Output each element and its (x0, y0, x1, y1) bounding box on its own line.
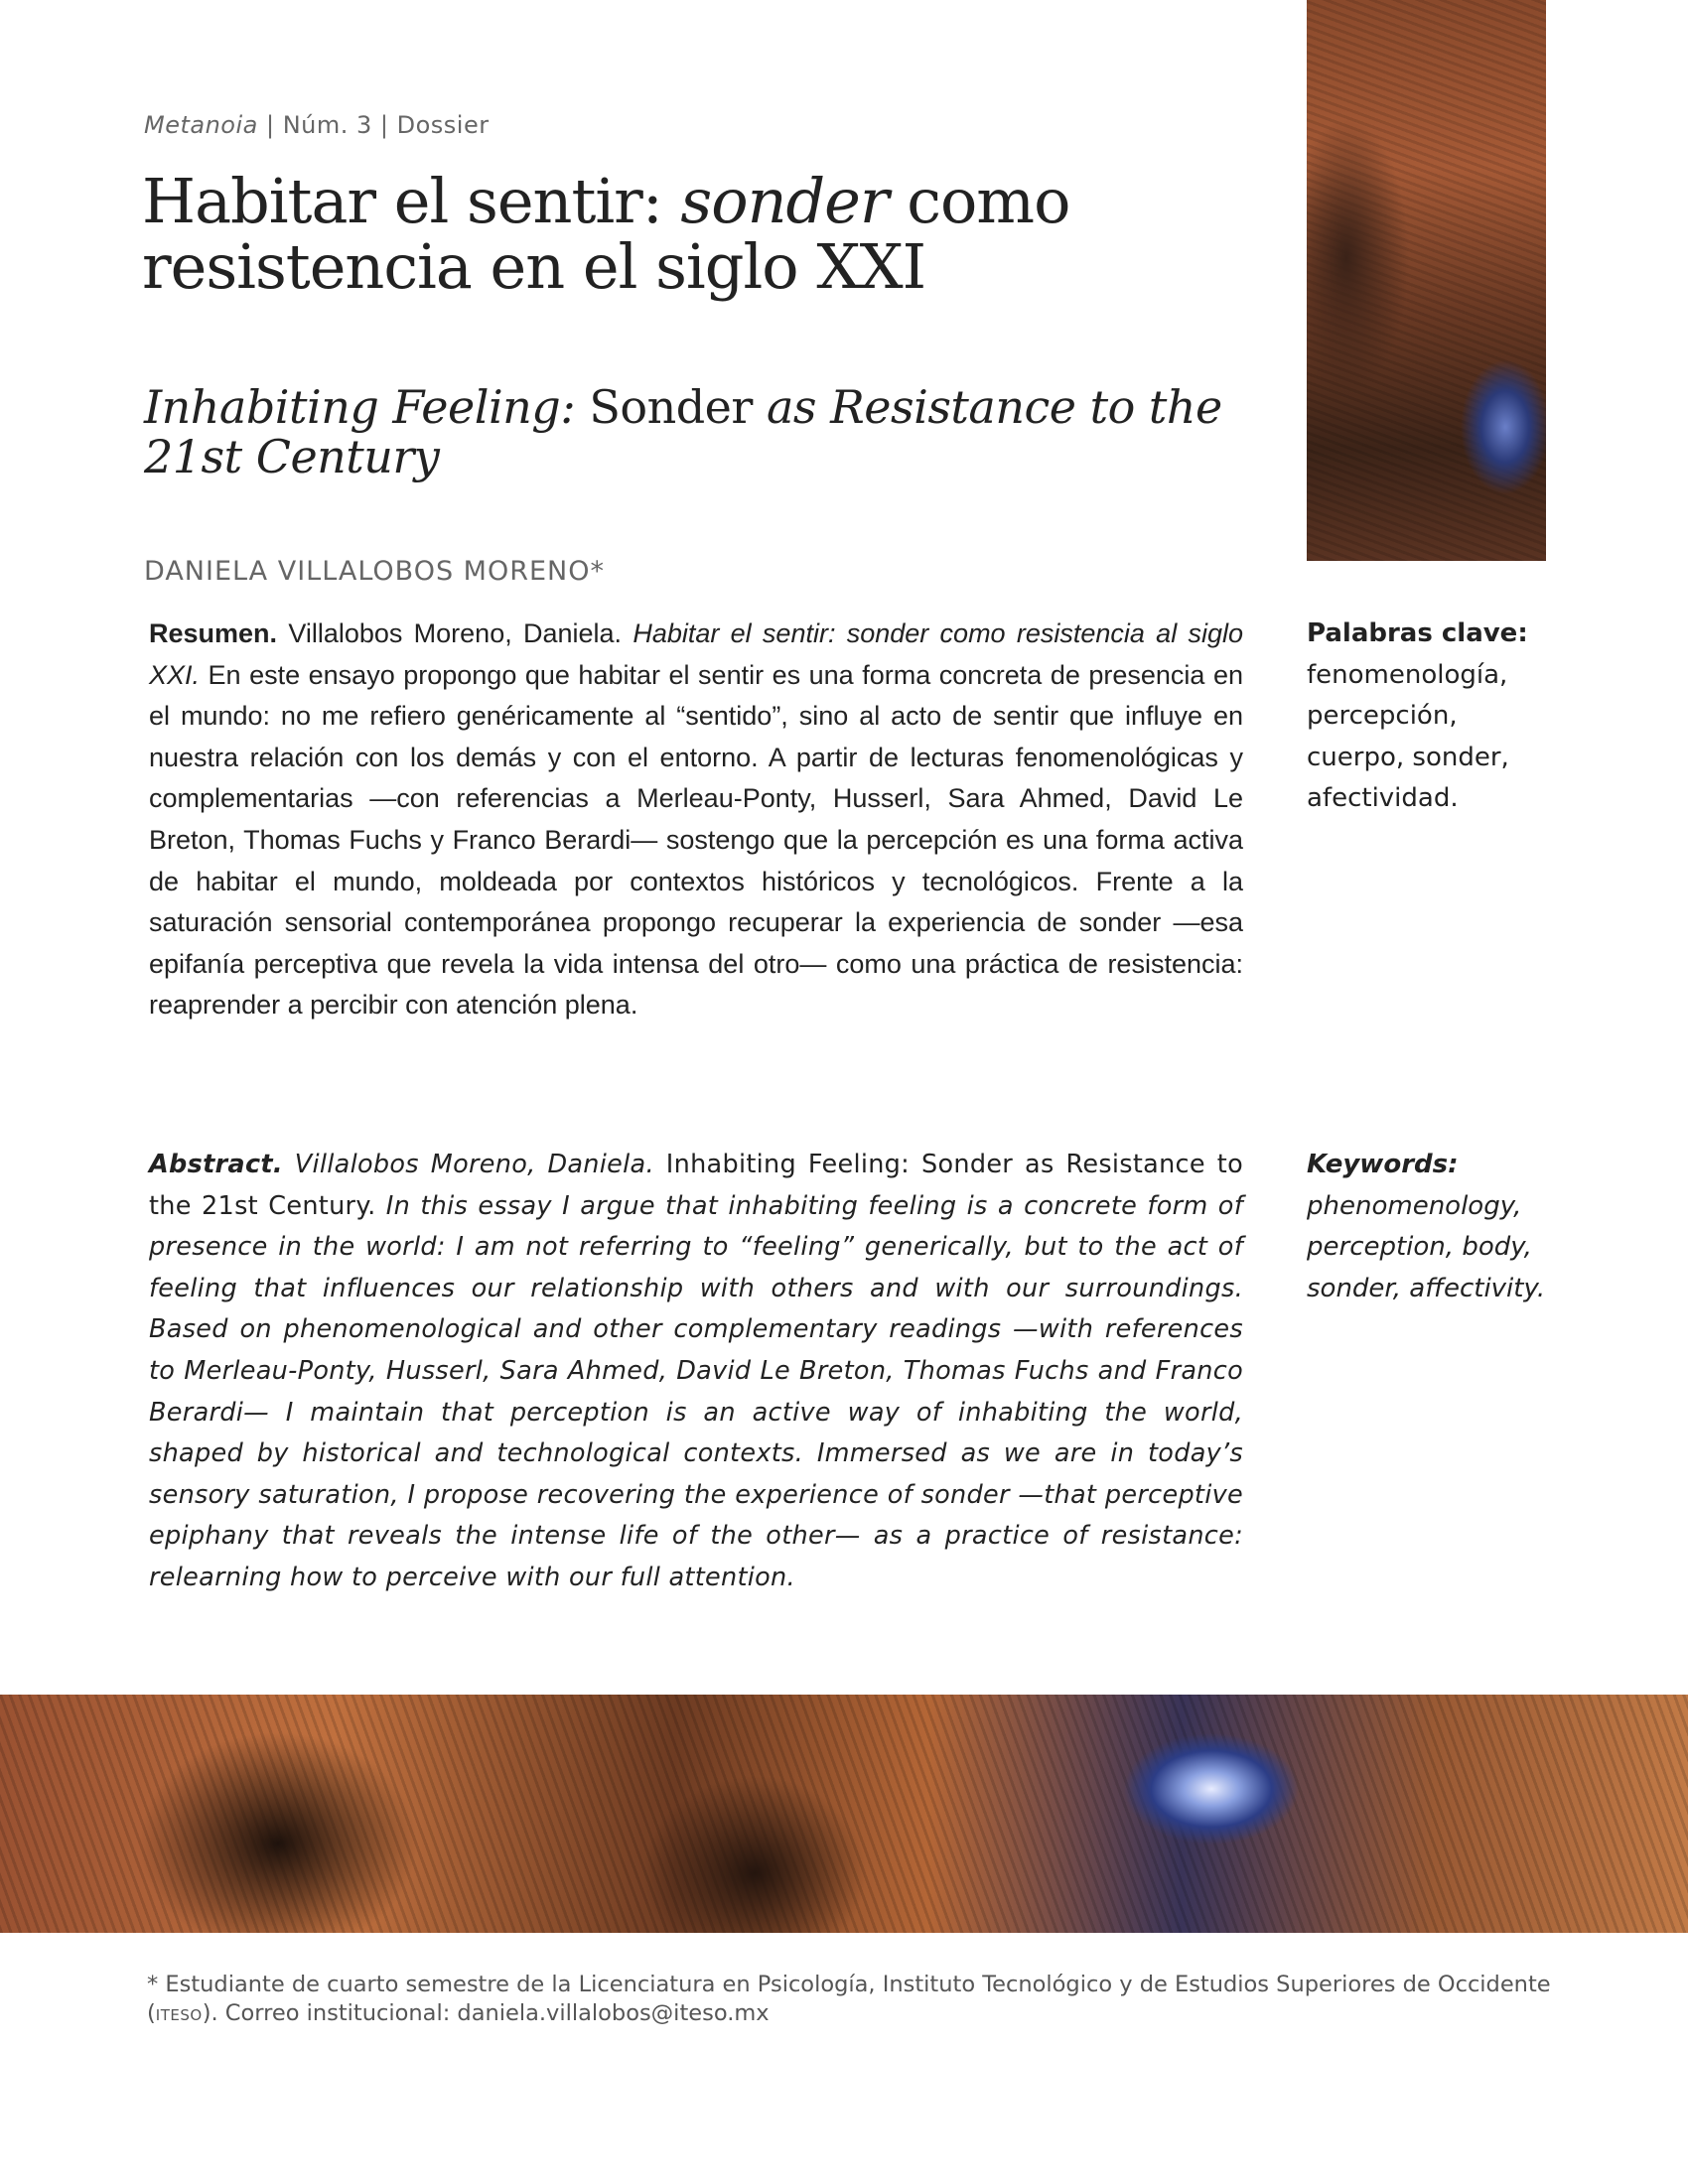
cited-title: Inhabiting Feeling: Sonder as Resistance to the 21st Century. (149, 1150, 1243, 1221)
title-text: como resistencia en el siglo XXI (142, 165, 1070, 303)
keywords-label: Palabras clave: (1307, 618, 1528, 648)
citation: Villalobos Moreno, Daniela. (277, 618, 633, 648)
resumen-body: En este ensayo propongo que habitar el sentir es una forma concreta de presencia en el mundo: no me refiero genéricamente al “sentido”, sino al acto de sentir que influye en nuestra relación con los demás y con el entorno. A partir de lecturas fenomenológicas y complementarias —con referencias a Merleau-Ponty, Husserl, Sara Ahmed, David Le Breton, Thomas Fuchs y Franco Berardi— sostengo que la percepción es una forma activa de habitar el mundo, moldeada por contextos históricos y tecnológicos. Frente a la saturación sensorial contemporánea propongo recuperar la experiencia de sonder —esa epifanía perceptiva que revela la vida intensa del otro— como una práctica de resistencia: reaprender a percibir con atención plena. (149, 659, 1243, 1021)
cover-painting-vertical (1307, 0, 1546, 561)
keywords-text: phenomenology, perception, body, sonder, affectivity. (1307, 1190, 1546, 1303)
resumen-paragraph (149, 614, 1243, 1026)
english-title (144, 382, 1236, 481)
author-footnote (147, 1971, 1557, 2030)
subtitle-text: Sonder (575, 380, 767, 434)
keywords-label: Keywords: (1307, 1150, 1459, 1179)
keywords-en (1307, 1145, 1555, 1309)
title-italic: sonder (680, 165, 889, 237)
footnote-acronym: ITESO (155, 2006, 203, 2024)
journal-name: Metanoia (144, 111, 258, 139)
cover-painting-banner (0, 1695, 1688, 1933)
cited-title: Habitar el sentir: sonder como resistencia al siglo XXI. (149, 618, 1243, 690)
keywords-es (1307, 614, 1555, 820)
separator: | (371, 111, 397, 139)
footnote-text: * Estudiante de cuarto semestre de la Licenciatura en Psicología, Instituto Tecnológico y de Estudios Superiores de Occidente ( (147, 1972, 1551, 2026)
citation: Villalobos Moreno, Daniela. (282, 1150, 666, 1179)
abstract-body: In this essay I argue that inhabiting feeling is a concrete form of presence in the world: I am not referring to “feeling” generically, but to the act of feeling that influences our relationship with others and with our surroundings. Based on phenomenological and other complementary readings —with references to Merleau-Ponty, Husserl, Sara Ahmed, David Le Breton, Thomas Fuchs and Franco Berardi— I maintain that perception is an active way of inhabiting the world, shaped by historical and technological contexts. Immersed as we are in today’s sensory saturation, I propose recovering the experience of sonder —that perceptive epiphany that reveals the intense life of the other— as a practice of resistance: relearning how to perceive with our full attention. (149, 1190, 1243, 1592)
subtitle-italic: Inhabiting Feeling: (144, 380, 576, 434)
subtitle-italic: as Resistance to the 21st Century (144, 380, 1222, 483)
footnote-text: ). Correo institucional: daniela.villalobos@iteso.mx (202, 2000, 770, 2026)
resumen-label: Resumen. (149, 618, 278, 648)
abstract-paragraph (149, 1145, 1243, 1599)
author-name: DANIELA VILLALOBOS MORENO* (144, 556, 605, 587)
section-name: Dossier (396, 111, 490, 139)
journal-header (144, 111, 490, 139)
title-text: Habitar el sentir: (142, 165, 681, 237)
separator: | (257, 111, 283, 139)
issue-number: Núm. 3 (282, 111, 372, 139)
abstract-label: Abstract. (149, 1150, 283, 1179)
keywords-text: fenomenología, percepción, cuerpo, sonder, afectividad. (1307, 659, 1509, 814)
page-title (142, 165, 1234, 303)
